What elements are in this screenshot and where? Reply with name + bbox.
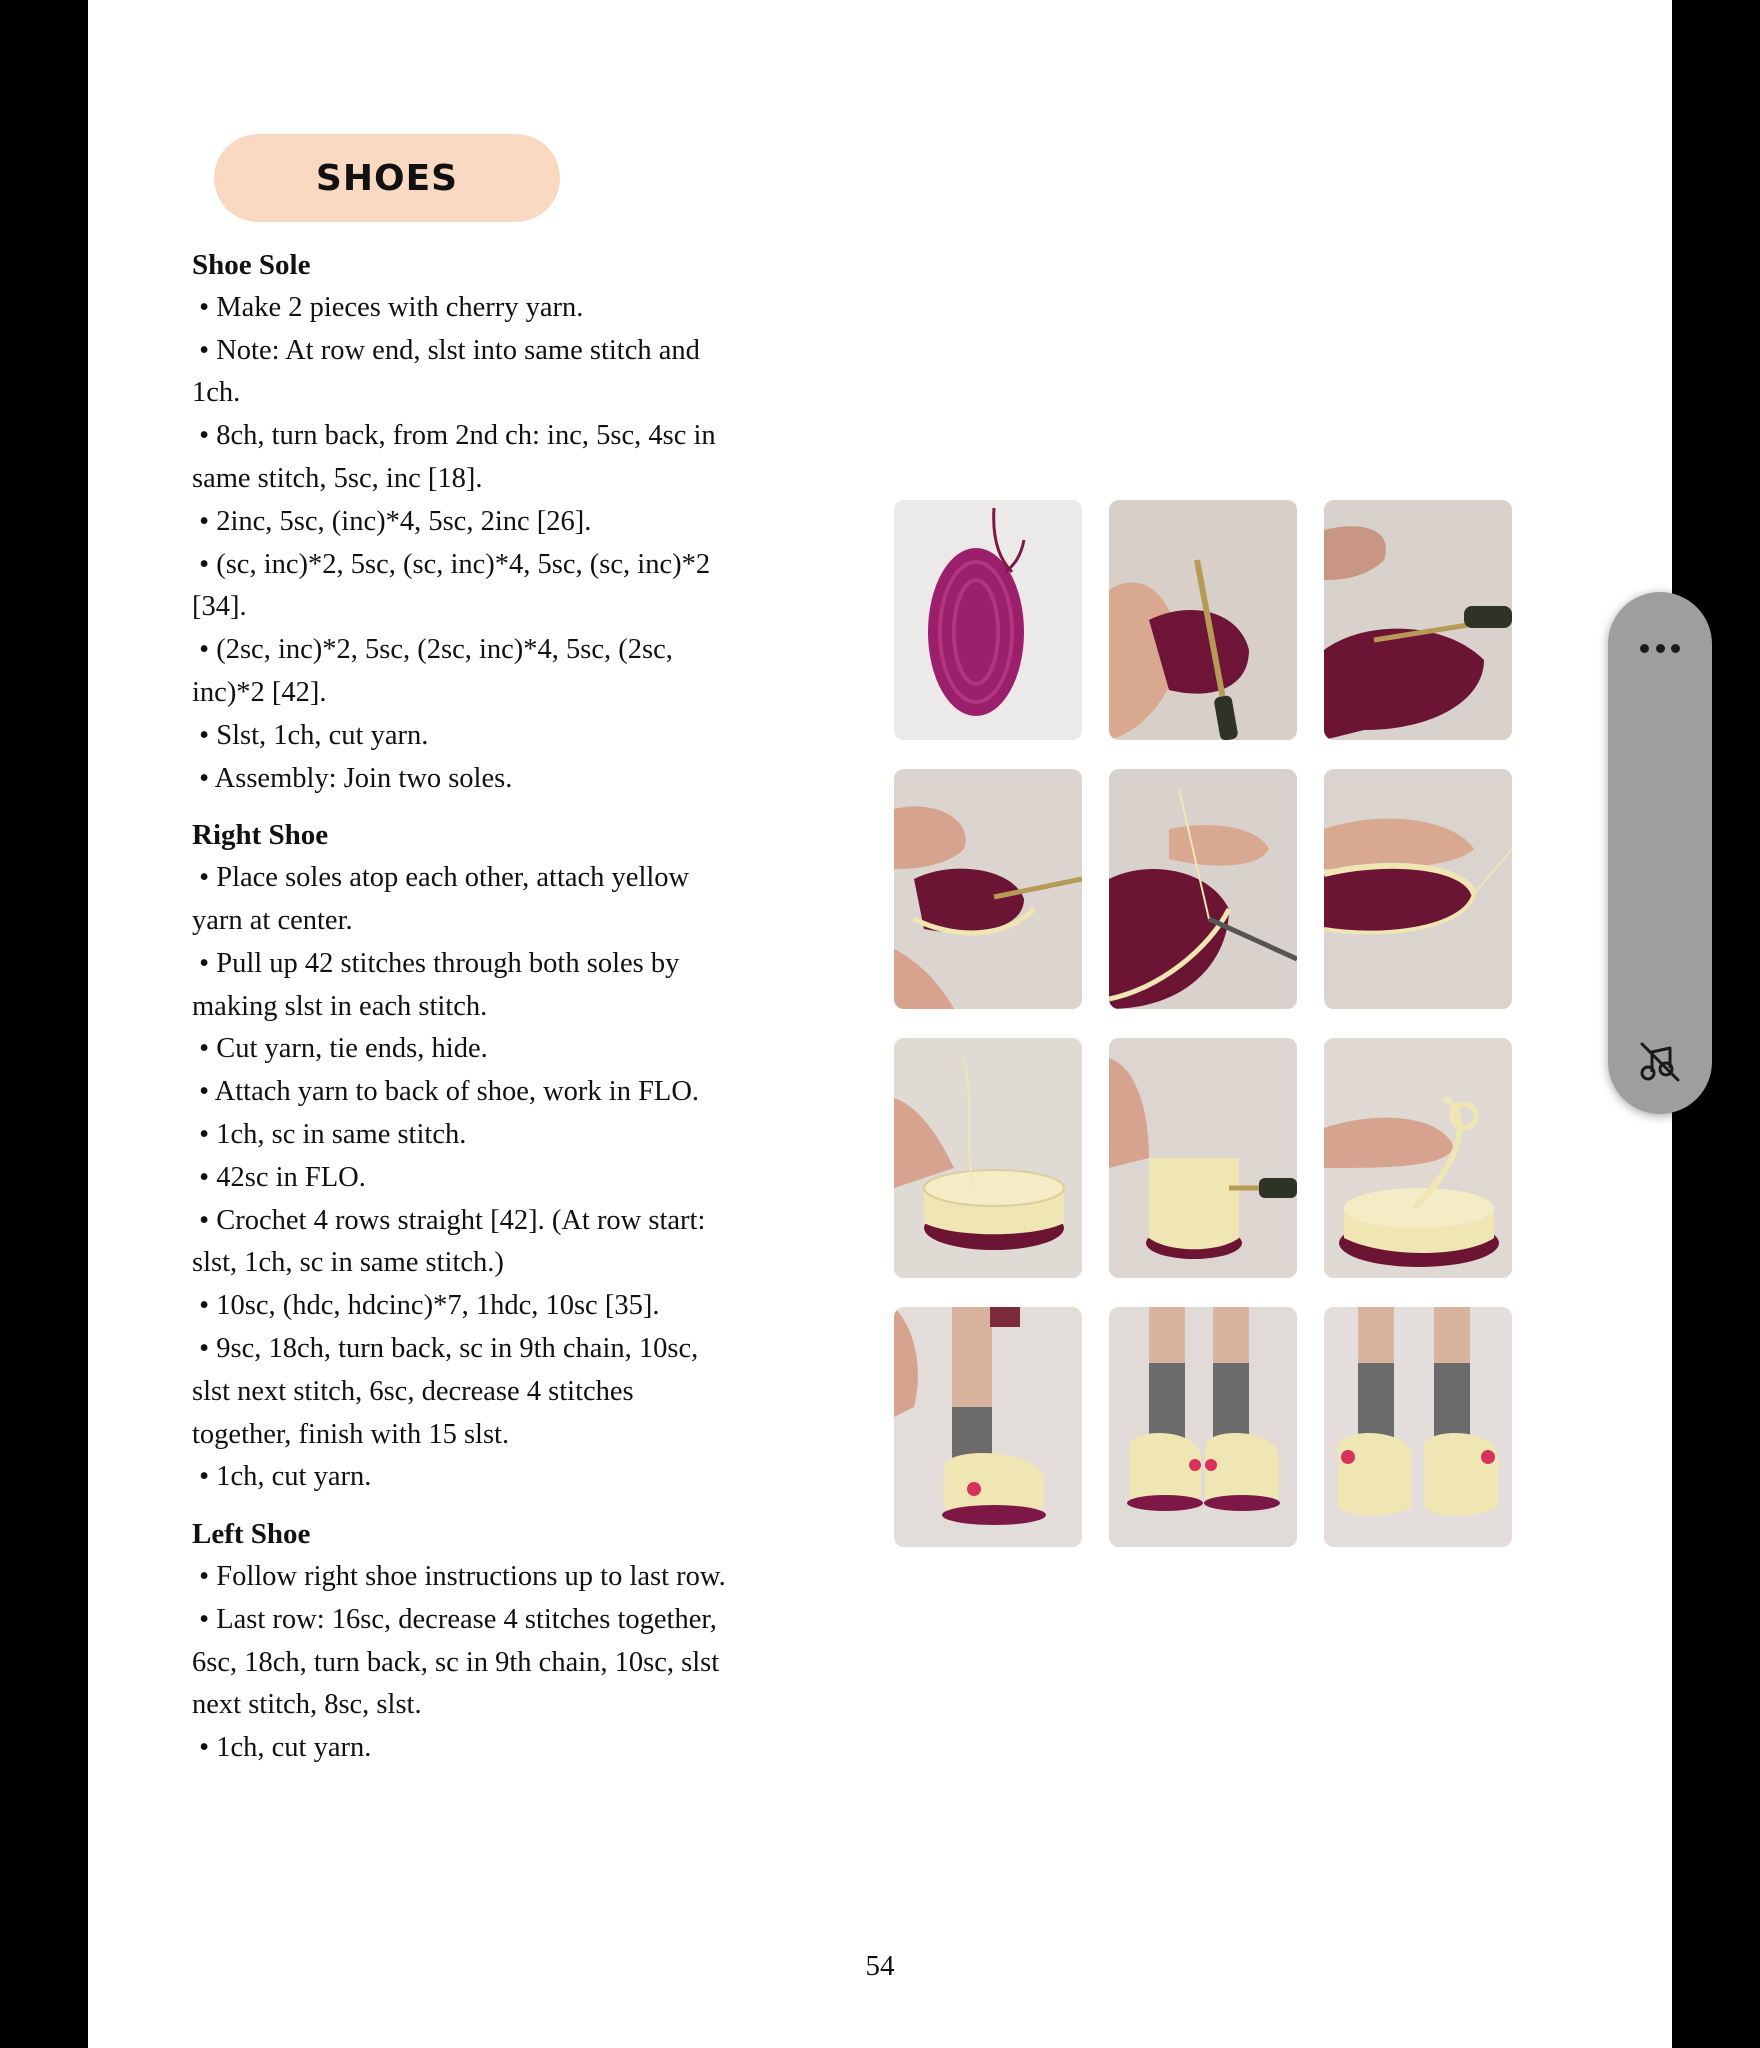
section-left-shoe <box>192 1513 792 1770</box>
instruction-line: • 10sc, (hdc, hdcinc)*7, 1hdc, 10sc [35]. <box>192 1290 660 1322</box>
edge-finished-photo <box>1324 769 1512 1009</box>
shoe-front-photo <box>1109 1307 1297 1547</box>
section-title-pill <box>214 134 560 222</box>
instruction-line: • 1ch, cut yarn. <box>192 1461 372 1493</box>
instruction-line: [34]. <box>192 591 247 623</box>
section-right-shoe <box>192 814 792 1499</box>
slst-edge-photo <box>1109 769 1297 1009</box>
instruction-line: • 42sc in FLO. <box>192 1161 366 1193</box>
instruction-line: • Pull up 42 stitches through both soles by <box>192 947 680 979</box>
instruction-line: • 1ch, sc in same stitch. <box>192 1118 467 1150</box>
section-heading: Right Shoe <box>192 819 329 852</box>
instruction-line: together, finish with 15 slst. <box>192 1418 510 1450</box>
instruction-line: • Assembly: Join two soles. <box>192 762 513 794</box>
instruction-line: • 1ch, cut yarn. <box>192 1732 372 1764</box>
shoe-pair-photo <box>1324 1307 1512 1547</box>
book-page <box>88 0 1672 2048</box>
section-heading: Shoe Sole <box>192 249 311 281</box>
instruction-line: • Crochet 4 rows straight [42]. (At row start: <box>192 1204 706 1236</box>
instruction-line: 1ch. <box>192 377 241 409</box>
instruction-line: • (2sc, inc)*2, 5sc, (2sc, inc)*4, 5sc, (2sc, <box>192 634 673 666</box>
section-shoe-sole <box>192 244 792 800</box>
instruction-line: • Attach yarn to back of shoe, work in FLO. <box>192 1076 700 1108</box>
instruction-line: making slst in each stitch. <box>192 990 488 1022</box>
photo-grid <box>894 500 1512 1547</box>
floating-side-panel[interactable] <box>1608 592 1712 1114</box>
mute-icon[interactable] <box>1636 1038 1684 1086</box>
instruction-line: next stitch, 8sc, slst. <box>192 1689 422 1721</box>
instruction-line: slst, 1ch, sc in same stitch.) <box>192 1247 504 1279</box>
instruction-line: • Last row: 16sc, decrease 4 stitches together, <box>192 1603 717 1635</box>
instruction-line: • 8ch, turn back, from 2nd ch: inc, 5sc, 4sc in <box>192 420 716 452</box>
instruction-line: • Note: At row end, slst into same stitch and <box>192 334 700 366</box>
instruction-line: • Place soles atop each other, attach yellow <box>192 862 690 894</box>
hook-sole-closeup-photo <box>1324 500 1512 740</box>
join-soles-photo <box>894 769 1082 1009</box>
instruction-line: • (sc, inc)*2, 5sc, (sc, inc)*4, 5sc, (sc, inc)*2 <box>192 548 711 580</box>
strap-photo <box>1324 1038 1512 1278</box>
instruction-line: same stitch, 5sc, inc [18]. <box>192 462 483 494</box>
instruction-line: 6sc, 18ch, turn back, sc in 9th chain, 10sc, slst <box>192 1646 720 1678</box>
instruction-line: slst next stitch, 6sc, decrease 4 stitches <box>192 1375 634 1407</box>
instruction-line: yarn at center. <box>192 904 353 936</box>
instruction-line: inc)*2 [42]. <box>192 676 327 708</box>
shoe-side-photo <box>894 1307 1082 1547</box>
section-title: SHOES <box>315 157 459 199</box>
hook-sole-photo <box>1109 500 1297 740</box>
instruction-line: • Make 2 pieces with cherry yarn. <box>192 291 584 323</box>
page-number: 54 <box>865 1950 895 1982</box>
instruction-line: • Follow right shoe instructions up to last row. <box>192 1560 726 1592</box>
instruction-line: • 2inc, 5sc, (inc)*4, 5sc, 2inc [26]. <box>192 505 592 537</box>
more-horizontal-icon[interactable] <box>1640 642 1680 654</box>
section-heading: Left Shoe <box>192 1518 311 1551</box>
instruction-line: • 9sc, 18ch, turn back, sc in 9th chain, 10sc, <box>192 1332 699 1364</box>
flo-rows-photo <box>894 1038 1082 1278</box>
instruction-line: • Slst, 1ch, cut yarn. <box>192 719 429 751</box>
instructions-column <box>192 244 792 1784</box>
shoe-body-photo <box>1109 1038 1297 1278</box>
instruction-line: • Cut yarn, tie ends, hide. <box>192 1033 488 1065</box>
sole-photo <box>894 500 1082 740</box>
